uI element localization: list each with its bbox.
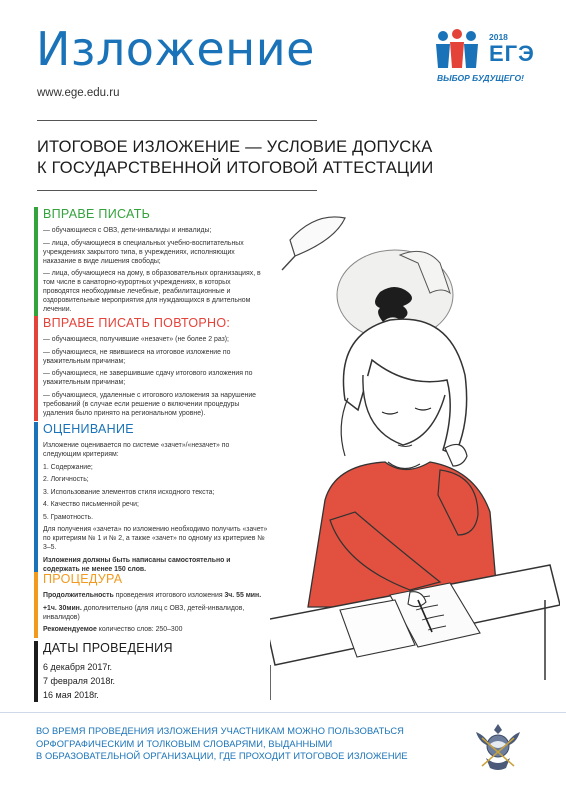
- criteria-list: [43, 463, 268, 522]
- section-title: ВПРАВЕ ПИСАТЬ ПОВТОРНО:: [43, 316, 231, 330]
- section-eligible: [34, 207, 268, 318]
- duration-label: Продолжительность: [43, 592, 114, 599]
- grading-note: Изложения должны быть написаны самостоятельно и содержать не менее 150 слов.: [43, 556, 231, 573]
- extra-value: +1ч. 30мин.: [43, 604, 82, 612]
- section-title: ОЦЕНИВАНИЕ: [43, 422, 134, 436]
- logo-year: 2018: [489, 32, 508, 42]
- section-retry: [34, 316, 268, 421]
- divider: [0, 712, 566, 713]
- main-heading: [37, 137, 433, 179]
- date-item: 16 мая 2018г.: [43, 690, 99, 700]
- duration-value: 3ч. 55 мин.: [224, 592, 262, 599]
- ege-figures-icon: [433, 28, 489, 72]
- list-item: — лица, обучающиеся в специальных учебно-воспитательных учреждениях закрытого типа, в учреждениях, исполняющих наказание в виде лишения свободы;: [43, 239, 244, 265]
- section-procedure: [34, 572, 268, 638]
- list-item: — обучающиеся, не явившиеся на итоговое изложение по уважительным причинам;: [43, 348, 231, 365]
- logo-name: ЕГЭ: [489, 41, 535, 66]
- date-item: 6 декабря 2017г.: [43, 662, 113, 672]
- date-item: 7 февраля 2018г.: [43, 676, 116, 686]
- list-item: 4. Качество письменной речи;: [43, 501, 139, 508]
- heading-line-2: К ГОСУДАРСТВЕННОЙ ИТОГОВОЙ АТТЕСТАЦИИ: [37, 159, 434, 177]
- list-item: — обучающиеся, удаленные с итогового изложения за нарушение требований (в случае если решение о включении процедуры удаления было принято на региональном уровне).: [43, 391, 257, 417]
- ege-logo: [433, 28, 538, 88]
- list-item: — лица, обучающиеся на дому, в образовательных организациях, в том числе в санаторно-курортных учреждениях, в которых проводятся необходимые лечебные, реабилитационные и оздоровительные мероприятия для нуждающихся в длительном лечении.: [43, 270, 261, 313]
- words-text: [43, 625, 268, 634]
- list-item: 3. Использование элементов стиля исходного текста;: [43, 488, 215, 496]
- quill-icon: [290, 217, 345, 256]
- footer-line-1: ВО ВРЕМЯ ПРОВЕДЕНИЯ ИЗЛОЖЕНИЯ УЧАСТНИКАМ МОЖНО ПОЛЬЗОВАТЬСЯ: [36, 726, 404, 736]
- extra-time-text: [43, 604, 268, 622]
- section-title: ВПРАВЕ ПИСАТЬ: [43, 207, 151, 221]
- list-item: — обучающиеся, получившие «незачет» (не более 2 раз);: [43, 336, 229, 343]
- section-grading: [34, 422, 268, 577]
- heading-line-1: ИТОГОВОЕ ИЗЛОЖЕНИЕ — УСЛОВИЕ ДОПУСКА: [37, 138, 433, 156]
- duration-text: [43, 591, 268, 600]
- logo-slogan: ВЫБОР БУДУЩЕГО!: [437, 73, 524, 83]
- divider: [37, 190, 317, 191]
- divider: [37, 120, 317, 121]
- site-url[interactable]: www.ege.edu.ru: [37, 87, 120, 99]
- section-title: ПРОЦЕДУРА: [43, 572, 123, 586]
- footer-line-3: В ОБРАЗОВАТЕЛЬНОЙ ОРГАНИЗАЦИИ, ГДЕ ПРОХОДИТ ИТОГОВОЕ ИЗЛОЖЕНИЕ: [36, 751, 408, 761]
- list-item: — обучающиеся, не завершившие сдачу итогового изложения по уважительным причинам;: [43, 370, 253, 386]
- grading-rule: Для получения «зачета» по изложению необходимо получить «зачет» по критериям № 1 и № 2, а также «зачет» по одному из критериев № 3–5.: [43, 526, 268, 551]
- girl-writing-illustration: [270, 200, 560, 700]
- footer-line-2: ОРФОГРАФИЧЕСКИМ И ТОЛКОВЫМ СЛОВАРЯМИ, ВЫДАННЫМИ: [36, 738, 333, 749]
- list-item: — обучающиеся с ОВЗ, дети-инвалиды и инвалиды;: [43, 227, 212, 234]
- rosobrnadzor-emblem-icon: [468, 718, 528, 776]
- grading-intro: Изложение оценивается по системе «зачет»/«незачет» по следующим критериям:: [43, 442, 230, 458]
- words-label: Рекомендуемое: [43, 626, 97, 633]
- extra-desc: дополнительно (для лиц с ОВЗ, детей-инвалидов, инвалидов): [43, 604, 245, 621]
- section-title: ДАТЫ ПРОВЕДЕНИЯ: [43, 641, 173, 655]
- words-desc: количество слов: 250–300: [96, 626, 183, 633]
- list-item: 1. Содержание;: [43, 463, 93, 471]
- section-dates: [34, 641, 243, 702]
- list-item: 2. Логичность;: [43, 476, 89, 483]
- footer-note: [36, 725, 408, 763]
- duration-desc: проведения итогового изложения: [113, 592, 225, 599]
- list-item: 5. Грамотность.: [43, 513, 93, 521]
- page-title: Изложение: [36, 22, 315, 76]
